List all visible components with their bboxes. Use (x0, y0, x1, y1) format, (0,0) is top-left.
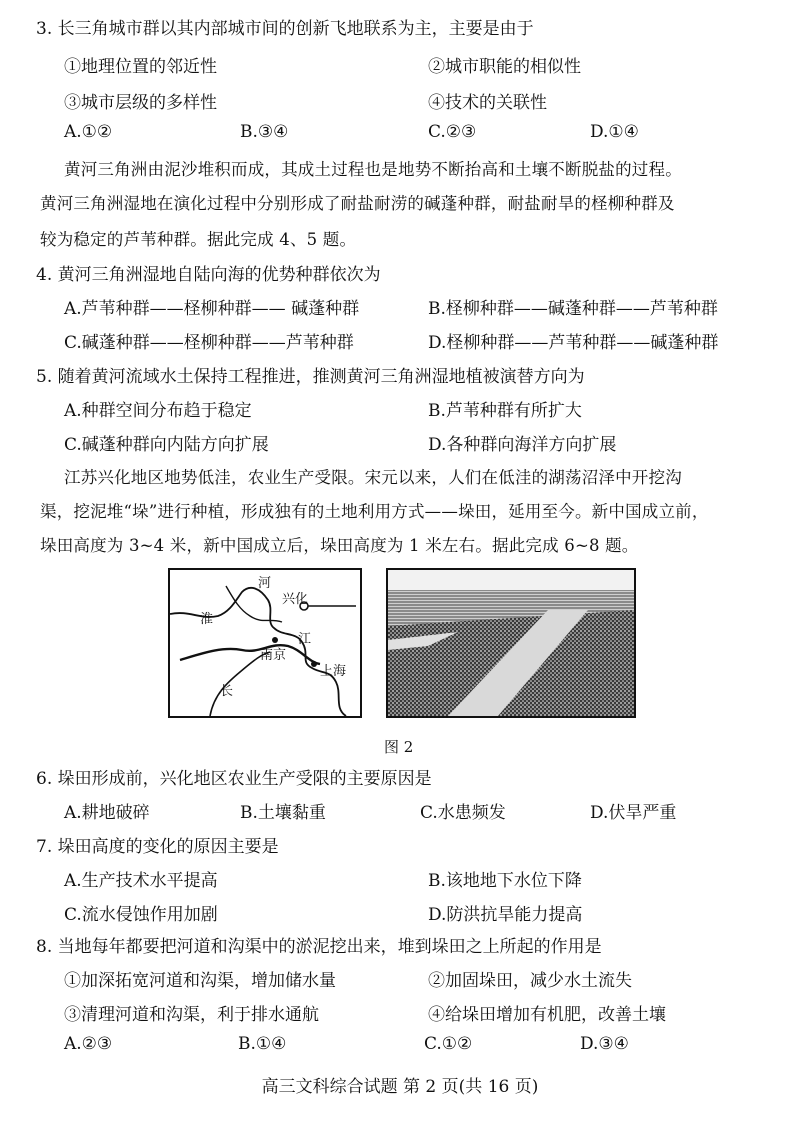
q3-item-4: ④技术的关联性 (428, 93, 547, 113)
map-label-jiang: 江 (298, 632, 312, 647)
q7-option-d: D.防洪抗旱能力提高 (428, 905, 583, 925)
q4-option-a: A.芦苇种群——柽柳种群—— 碱蓬种群 (64, 299, 360, 319)
figure-caption: 图 2 (384, 738, 414, 756)
q7-option-a: A.生产技术水平提高 (64, 871, 218, 891)
shanghai-marker (311, 661, 317, 667)
passage2-line-2: 渠，挖泥堆“垛”进行种植，形成独有的土地利用方式——垛田，延用至今。新中国成立前， (40, 502, 709, 521)
q5-option-d: D.各种群向海洋方向扩展 (428, 435, 617, 455)
q4-option-d: D.柽柳种群——芦苇种群——碱蓬种群 (428, 333, 719, 353)
q7-option-b: B.该地地下水位下降 (428, 871, 582, 891)
q3-choice-a: A.①② (64, 122, 113, 142)
q6-option-c: C.水患频发 (420, 803, 506, 823)
q3-stem: 3. 长三角城市群以其内部城市间的创新飞地联系为主，主要是由于 (36, 19, 534, 39)
passage1-line-3: 较为稳定的芦苇种群。据此完成 4、5 题。 (40, 230, 357, 249)
q8-stem: 8. 当地每年都要把河道和沟渠中的淤泥挖出来，堆到垛田之上所起的作用是 (36, 937, 602, 957)
passage2-line-1: 江苏兴化地区地势低洼，农业生产受限。宋元以来，人们在低洼的湖荡沼泽中开挖沟 (64, 468, 682, 487)
q8-choice-b: B.①④ (238, 1034, 287, 1054)
q8-item-2: ②加固垛田，减少水土流失 (428, 971, 632, 991)
map-figure (168, 568, 362, 718)
q3-item-3: ③城市层级的多样性 (64, 93, 217, 113)
q6-option-b: B.土壤黏重 (240, 803, 326, 823)
duotian-photo-svg (388, 570, 634, 716)
nanjing-marker (272, 637, 278, 643)
q3-item-2: ②城市职能的相似性 (428, 57, 581, 77)
q8-item-4: ④给垛田增加有机肥，改善土壤 (428, 1005, 666, 1025)
map-label-nanjing: 南京 (260, 648, 287, 663)
q5-option-c: C.碱蓬种群向内陆方向扩展 (64, 435, 269, 455)
map-svg (170, 570, 360, 716)
q7-option-c: C.流水侵蚀作用加剧 (64, 905, 218, 925)
q8-choice-c: C.①② (424, 1034, 473, 1054)
map-label-xinghua: 兴化 (282, 592, 309, 607)
duotian-photo (386, 568, 636, 718)
q8-item-1: ①加深拓宽河道和沟渠，增加储水量 (64, 971, 336, 991)
q5-option-b: B.芦苇种群有所扩大 (428, 401, 582, 421)
q3-choice-c: C.②③ (428, 122, 477, 142)
map-label-chang: 长 (220, 684, 234, 699)
q4-stem: 4. 黄河三角洲湿地自陆向海的优势种群依次为 (36, 265, 381, 285)
q3-choice-b: B.③④ (240, 122, 289, 142)
q6-option-d: D.伏旱严重 (590, 803, 677, 823)
q8-item-3: ③清理河道和沟渠，利于排水通航 (64, 1005, 319, 1025)
q3-item-1: ①地理位置的邻近性 (64, 57, 217, 77)
q5-stem: 5. 随着黄河流域水土保持工程推进，推测黄河三角洲湿地植被演替方向为 (36, 367, 585, 387)
q8-choice-a: A.②③ (64, 1034, 113, 1054)
sky (388, 570, 634, 590)
q8-choice-d: D.③④ (580, 1034, 629, 1054)
page-footer: 高三文科综合试题 第 2 页(共 16 页) (261, 1077, 539, 1097)
passage1-line-2: 黄河三角洲湿地在演化过程中分别形成了耐盐耐涝的碱蓬种群，耐盐耐旱的柽柳种群及 (40, 194, 675, 213)
map-label-huai: 淮 (200, 612, 214, 627)
q7-stem: 7. 垛田高度的变化的原因主要是 (36, 837, 279, 857)
q4-option-b: B.柽柳种群——碱蓬种群——芦苇种群 (428, 299, 718, 319)
q6-stem: 6. 垛田形成前，兴化地区农业生产受限的主要原因是 (36, 769, 432, 789)
q6-option-a: A.耕地破碎 (64, 803, 150, 823)
passage1-line-1: 黄河三角洲由泥沙堆积而成，其成土过程也是地势不断抬高和土壤不断脱盐的过程。 (64, 160, 682, 179)
q4-option-c: C.碱蓬种群——柽柳种群——芦苇种群 (64, 333, 354, 353)
coastline-path (170, 588, 346, 716)
passage2-line-3: 垛田高度为 3~4 米，新中国成立后，垛田高度为 1 米左右。据此完成 6~8 题。 (40, 536, 639, 555)
q5-option-a: A.种群空间分布趋于稳定 (64, 401, 252, 421)
map-label-shanghai: 上海 (320, 664, 347, 679)
map-label-he: 河 (258, 576, 272, 591)
yangtze-river (180, 645, 320, 664)
q3-choice-d: D.①④ (590, 122, 639, 142)
